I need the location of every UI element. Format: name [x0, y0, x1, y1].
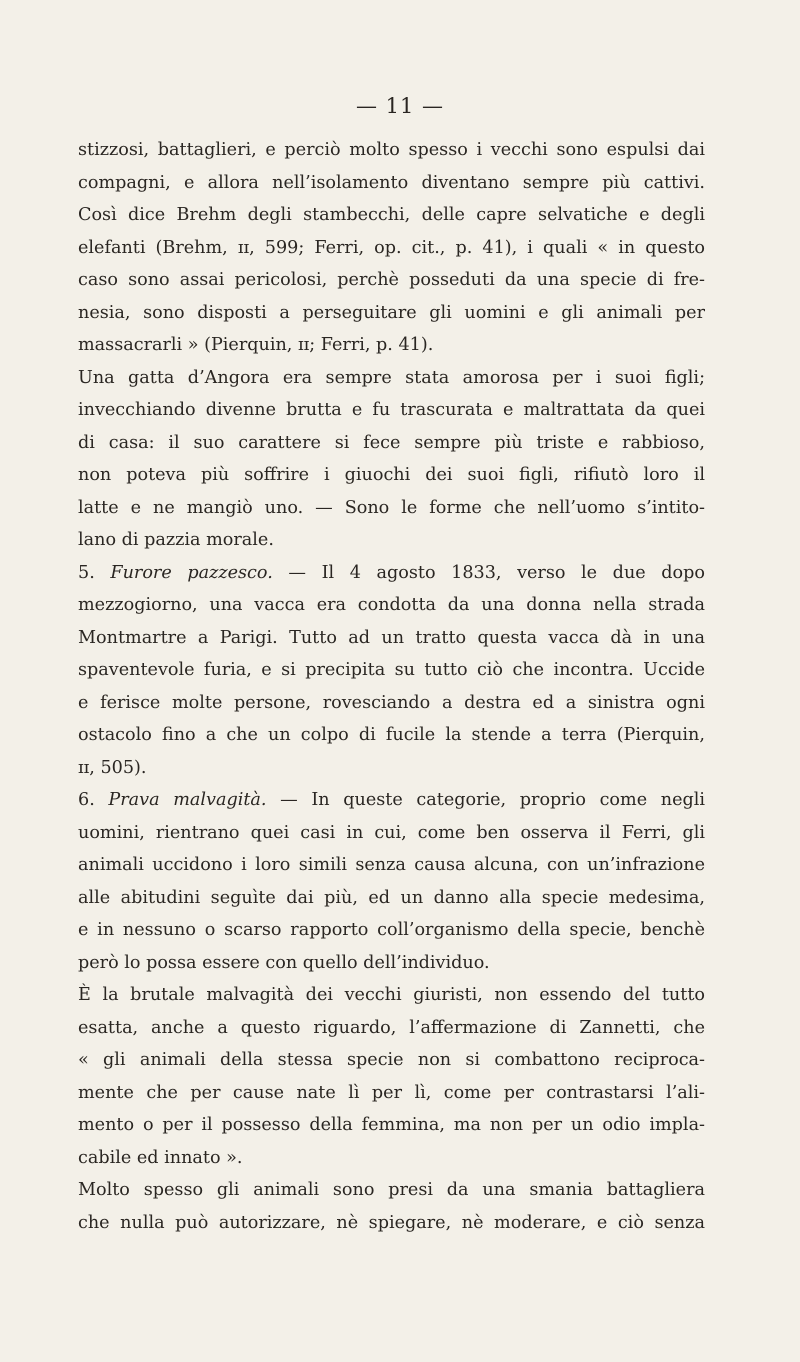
line-text: mente che per cause nate lì per lì, come per contrastarsi l’ali- [78, 1082, 705, 1103]
text-line [78, 1207, 705, 1240]
line-text: lano di pazzia morale. [78, 530, 274, 550]
text-line [78, 492, 705, 525]
text-line [78, 947, 705, 980]
line-text: latte e ne mangiò uno. — Sono le forme che nell’uomo s’intito- [78, 497, 705, 518]
text-line [78, 1109, 705, 1142]
text-line [78, 1044, 705, 1077]
text-line [78, 297, 705, 330]
line-text: « gli animali della stessa specie non si combattono reciproca- [78, 1050, 705, 1070]
text-line [78, 914, 705, 947]
text-line [78, 329, 705, 362]
text-line [78, 784, 705, 817]
line-text: mezzogiorno, una vacca era condotta da una donna nella strada [78, 595, 705, 615]
line-text: Una gatta d’Angora era sempre stata amorosa per i suoi figli; [78, 367, 705, 388]
line-text: nesia, sono disposti a perseguitare gli uomini e gli animali per [78, 302, 705, 323]
page-number: — 11 — [355, 94, 445, 118]
line-text: massacrarli » (Pierquin, ɪɪ; Ferri, p. 41). [78, 335, 434, 355]
line-text: esatta, anche a questo riguardo, l’affermazione di Zannetti, che [78, 1017, 705, 1038]
line-text: cabile ed innato ». [78, 1147, 243, 1168]
line-text: ɪɪ, 505). [78, 757, 147, 778]
text-line [78, 362, 705, 395]
line-text: Così dice Brehm degli stambecchi, delle capre selvatiche e degli [78, 205, 705, 225]
text-line [78, 1077, 705, 1110]
text-line [78, 459, 705, 492]
line-text: invecchiando divenne brutta e fu trascurata e maltrattata da quei [78, 400, 705, 420]
line-text: elefanti (Brehm, ɪɪ, 599; Ferri, op. cit., p. 41), i quali « in questo [78, 237, 705, 258]
text-line [78, 687, 705, 720]
text-line [78, 167, 705, 200]
line-text: È la brutale malvagità dei vecchi giuristi, non essendo del tutto [78, 985, 705, 1005]
section-title: Furore pazzesco. [110, 562, 273, 583]
section-number: 5. [78, 562, 111, 583]
section-number: 6. [78, 790, 109, 810]
text-line [78, 1142, 705, 1175]
text-line [78, 817, 705, 850]
line-text: di casa: il suo carattere si fece sempre più triste e rabbioso, [78, 432, 705, 453]
line-text: animali uccidono i loro simili senza causa alcuna, con un’infrazione [78, 855, 705, 875]
line-text: e ferisce molte persone, rovesciando a destra ed a sinistra ogni [78, 692, 705, 713]
body-text [78, 134, 705, 1239]
line-text: Molto spesso gli animali sono presi da una smania battagliera [78, 1180, 705, 1200]
line-text: che nulla può autorizzare, nè spiegare, nè moderare, e ciò senza [78, 1212, 705, 1233]
text-line [78, 427, 705, 460]
line-text: stizzosi, battaglieri, e perciò molto spesso i vecchi sono espulsi dai [78, 140, 705, 160]
text-line [78, 1174, 705, 1207]
line-text: — In queste categorie, proprio come negli [266, 790, 705, 810]
line-text: ostacolo fino a che un colpo di fucile la stende a terra (Pierquin, [78, 725, 705, 745]
line-text: — Il 4 agosto 1833, verso le due dopo [272, 562, 705, 583]
text-line [78, 557, 705, 590]
text-line [78, 979, 705, 1012]
text-line [78, 622, 705, 655]
line-text: non poteva più soffrire i giuochi dei suoi figli, rifiutò loro il [78, 465, 705, 485]
text-line [78, 849, 705, 882]
text-line [78, 232, 705, 265]
line-text: Montmartre a Parigi. Tutto ad un tratto questa vacca dà in una [78, 627, 705, 648]
text-line [78, 1012, 705, 1045]
text-line [78, 654, 705, 687]
line-text: però lo possa essere con quello dell’individuo. [78, 952, 490, 973]
line-text: mento o per il possesso della femmina, ma non per un odio impla- [78, 1115, 705, 1135]
text-line [78, 199, 705, 232]
text-line [78, 719, 705, 752]
section-title: Prava malvagità. [108, 790, 267, 810]
line-text: alle abitudini seguìte dai più, ed un danno alla specie medesima, [78, 887, 705, 908]
text-line [78, 394, 705, 427]
text-line [78, 264, 705, 297]
text-line [78, 589, 705, 622]
line-text: caso sono assai pericolosi, perchè posseduti da una specie di fre- [78, 270, 705, 290]
text-line [78, 752, 705, 785]
text-line [78, 524, 705, 557]
line-text: compagni, e allora nell’isolamento diventano sempre più cattivi. [78, 172, 705, 193]
text-line [78, 134, 705, 167]
line-text: spaventevole furia, e si precipita su tutto ciò che incontra. Uccide [78, 660, 705, 680]
line-text: uomini, rientrano quei casi in cui, come ben osserva il Ferri, gli [78, 822, 705, 843]
line-text: e in nessuno o scarso rapporto coll’organismo della specie, benchè [78, 920, 705, 940]
text-line [78, 882, 705, 915]
